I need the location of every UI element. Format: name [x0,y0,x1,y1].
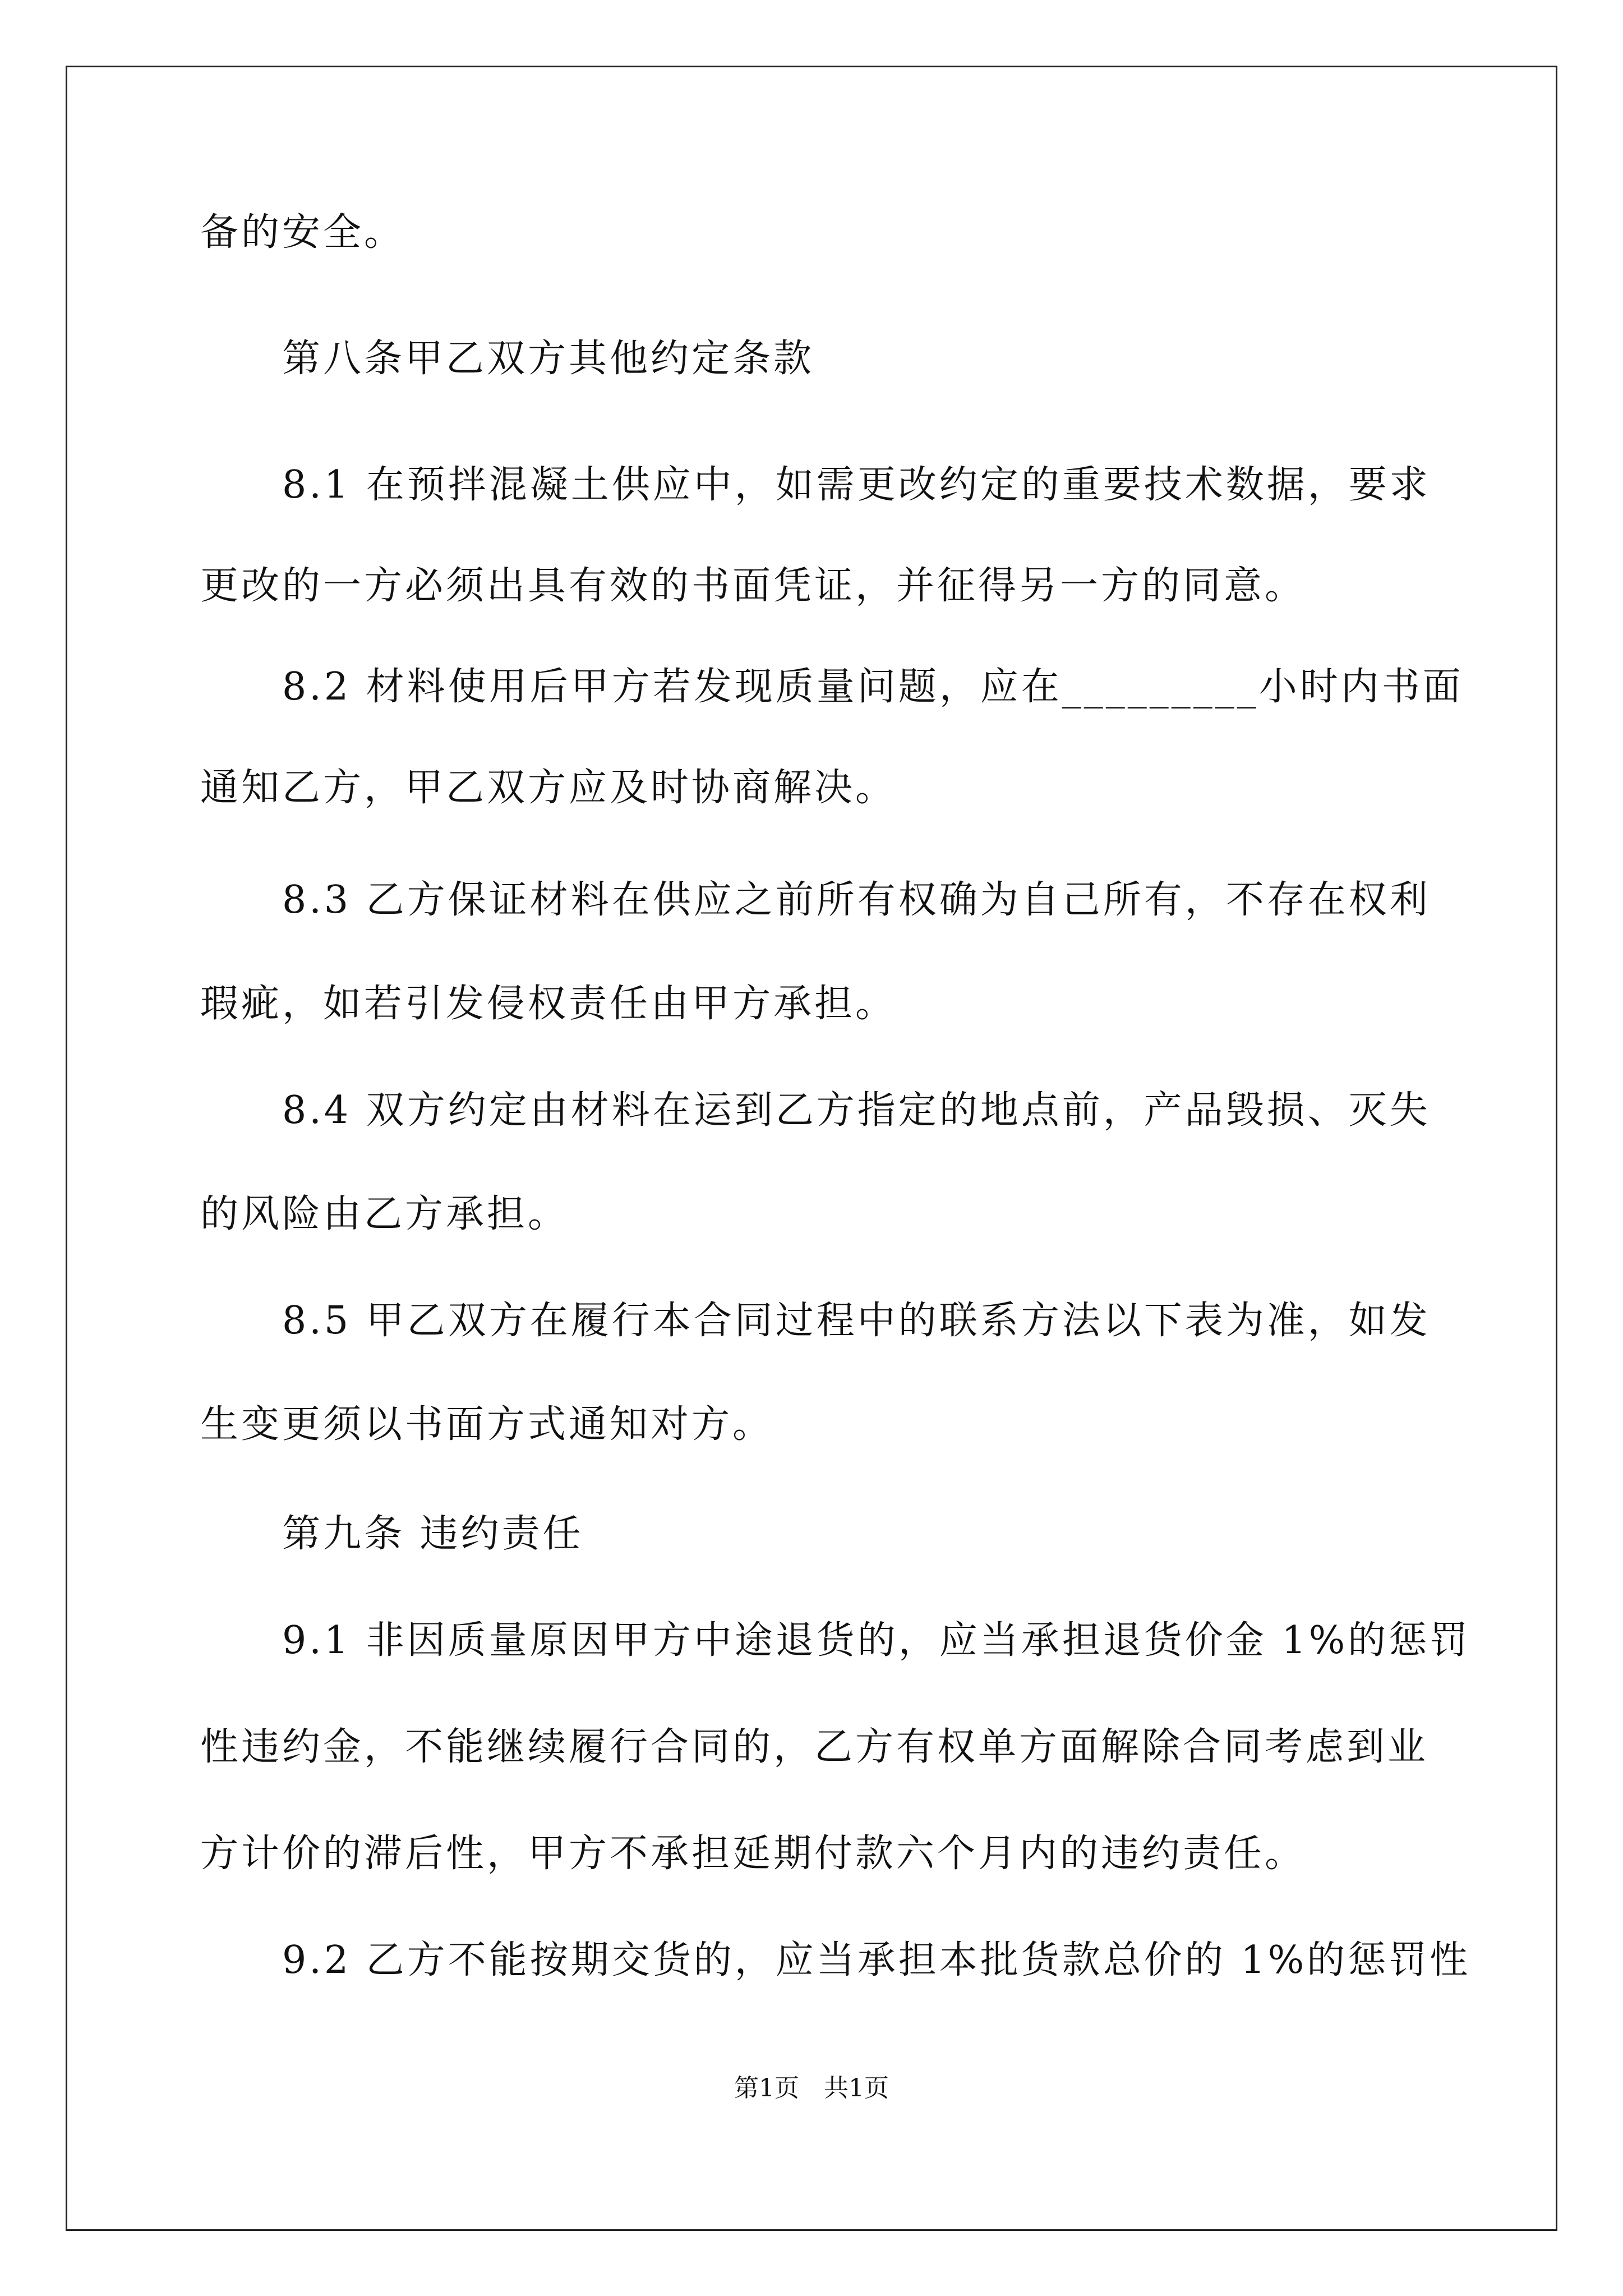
page-border [66,66,1557,2231]
section-heading: 第八条甲乙双方其他约定条款 [200,337,815,381]
text-line: 9.1 非因质量原因甲方中途退货的，应当承担退货价金 1%的惩罚 [200,1618,1471,1663]
section-heading: 第九条 违约责任 [200,1512,584,1556]
current-page-label: 第1页 [734,2074,799,2102]
text-line: 8.3 乙方保证材料在供应之前所有权确为自己所有，不存在权利 [200,878,1431,922]
text-line: 8.2 材料使用后甲方若发现质量问题，应在_________小时内书面 [200,665,1464,709]
text-line: 8.4 双方约定由材料在运到乙方指定的地点前，产品毁损、灭失 [200,1088,1431,1133]
text-line: 备的安全。 [200,210,405,255]
text-line: 的风险由乙方承担。 [200,1192,569,1236]
text-line: 方计价的滞后性，甲方不承担延期付款六个月内的违约责任。 [200,1832,1306,1876]
text-line: 8.1 在预拌混凝土供应中，如需更改约定的重要技术数据，要求 [200,463,1431,507]
text-line: 8.5 甲乙双方在履行本合同过程中的联系方法以下表为准，如发 [200,1299,1431,1343]
text-line: 更改的一方必须出具有效的书面凭证，并征得另一方的同意。 [200,564,1306,608]
page-footer [0,2072,1623,2105]
text-line: 性违约金，不能继续履行合同的，乙方有权单方面解除合同考虑到业 [200,1725,1429,1769]
text-line: 生变更须以书面方式通知对方。 [200,1402,774,1447]
text-line: 9.2 乙方不能按期交货的，应当承担本批货款总价的 1%的惩罚性 [200,1938,1471,1982]
total-pages-label: 共1页 [824,2074,889,2102]
text-line: 瑕疵，如若引发侵权责任由甲方承担。 [200,982,897,1026]
text-line: 通知乙方，甲乙双方应及时协商解决。 [200,766,897,810]
